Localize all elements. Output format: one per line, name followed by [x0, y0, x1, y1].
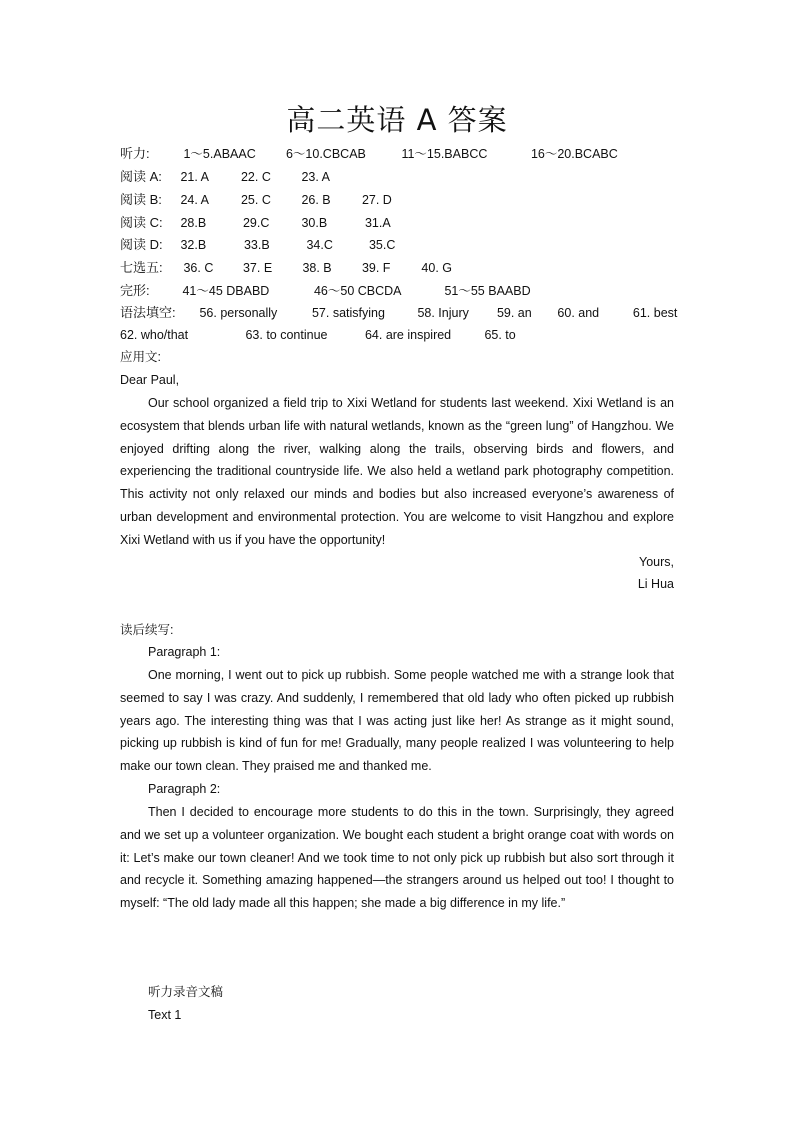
answer-item: 63. to continue: [245, 328, 328, 342]
answer-item: 64. are inspired: [364, 328, 452, 342]
answer-item: 24. A: [180, 193, 209, 207]
answer-item: 57. satisfying: [311, 306, 385, 320]
page-title: 高二英语 A 答案: [286, 103, 508, 137]
seven-label: 七选五:: [120, 260, 163, 275]
answer-item: 59. an: [496, 306, 532, 320]
answer-item: 26. B: [301, 193, 331, 207]
answer-group: 51～55 BAABD: [444, 284, 531, 298]
reading-b-label: 阅读 B:: [120, 192, 162, 207]
reading-a-label: 阅读 A:: [120, 169, 162, 184]
applied-writing-label: 应用文:: [120, 350, 161, 364]
answer-item: 22. C: [240, 170, 271, 184]
reading-c-label: 阅读 C:: [120, 215, 163, 230]
transcript-text-1: Text 1: [148, 1008, 182, 1022]
paragraph-1-label: Paragraph 1:: [148, 645, 221, 659]
answer-item: 29.C: [242, 216, 270, 230]
answer-item: 62. who/that: [120, 328, 189, 342]
paragraph-1-text: One morning, I went out to pick up rubbish. Some people watched me with a strange look that seemed to say I was crazy. And suddenly, I remembered that old lady who often picked up rubbish years ago. The interesting thing was that I was acting just like her! As strange as it might sound, picking up rubbish is kind of fun for me! Gradually, many people realized I was volunteering to help make our town clean. They praised me and thanked me.: [120, 668, 674, 774]
cloze-label: 完形:: [120, 283, 150, 298]
answer-item: 32.B: [180, 238, 207, 252]
reading-d-answers: [120, 233, 680, 257]
answer-item: 23. A: [301, 170, 330, 184]
listening-label: 听力:: [120, 146, 150, 161]
answer-item: 39. F: [361, 261, 391, 275]
reading-a-answers: [120, 165, 680, 189]
answer-item: 38. B: [302, 261, 332, 275]
paragraph-2-label: Paragraph 2:: [148, 782, 221, 796]
answer-item: 34.C: [306, 238, 333, 252]
grammar-answers: [120, 301, 680, 325]
answer-item: 37. E: [242, 261, 273, 275]
answer-item: 40. G: [421, 261, 452, 275]
letter-closing: Yours,: [639, 555, 674, 569]
answer-item: 60. and: [557, 306, 600, 320]
cloze-answers: [120, 279, 680, 303]
continuation-label: 读后续写:: [120, 623, 174, 637]
listening-answers: [120, 142, 680, 166]
reading-c-answers: [120, 211, 680, 235]
grammar-label: 语法填空:: [120, 305, 176, 320]
answer-group: 41～45 DBABD: [182, 284, 270, 298]
letter-body: Our school organized a field trip to Xixi Wetland for students last weekend. Xixi Wetland is an ecosystem that blends urban life with natural wetlands, known as the “green lung” of Hangzhou. We enjoyed drifting along the river, walking along the trails, observing birds and flowers, and experiencing the traditional countryside life. We also held a wetland park photography competition. This activity not only relaxed our minds and bodies but also increased everyone’s awareness of urban development and environmental protection. You are welcome to visit Hangzhou and explore Xixi Wetland with us if you have the opportunity!: [120, 396, 674, 547]
paragraph-2-text: Then I decided to encourage more students to do this in the town. Surprisingly, they agreed and we set up a volunteer organization. We bought each student a bright orange coat with words on it: Let’s make our town cleaner! And we took time to not only pick up rubbish but also sort through it and recycle it. Something amazing happened—the strangers around us helped out too! I thought to myself: “The old lady made all this happen; she made a big difference in my life.”: [120, 805, 674, 911]
answer-group: 1～5.ABAAC: [183, 147, 256, 161]
answer-group: 11～15.BABCC: [401, 147, 488, 161]
answer-item: 30.B: [301, 216, 328, 230]
answer-group: 6～10.CBCAB: [285, 147, 366, 161]
answer-item: 25. C: [240, 193, 271, 207]
answer-item: 56. personally: [199, 306, 278, 320]
letter-greeting: Dear Paul,: [120, 373, 180, 387]
answer-group: 16～20.BCABC: [530, 147, 618, 161]
answer-item: 36. C: [183, 261, 214, 275]
answer-item: 65. to: [484, 328, 516, 342]
answer-item: 33.B: [243, 238, 270, 252]
answer-group: 46～50 CBCDA: [313, 284, 402, 298]
answer-item: 58. Injury: [417, 306, 469, 320]
answer-item: 61. best: [632, 306, 678, 320]
reading-d-label: 阅读 D:: [120, 237, 163, 252]
letter-signature: Li Hua: [637, 577, 674, 591]
seven-choose-five-answers: [120, 256, 680, 280]
answer-item: 28.B: [180, 216, 207, 230]
answer-item: 21. A: [180, 170, 209, 184]
grammar-answers-line2: [120, 324, 680, 347]
answer-item: 35.C: [368, 238, 396, 252]
transcript-label: 听力录音文稿: [148, 985, 224, 999]
answer-item: 27. D: [361, 193, 392, 207]
reading-b-answers: [120, 188, 680, 212]
answer-item: 31.A: [364, 216, 391, 230]
